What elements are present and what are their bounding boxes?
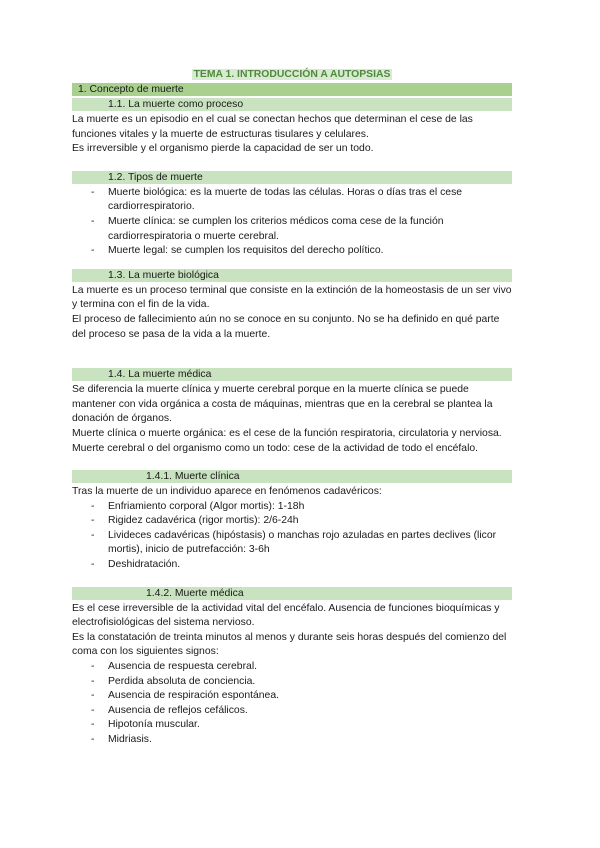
subsubsection-heading-text: 1.4.2. Muerte médica bbox=[146, 587, 244, 599]
section-heading-text: 1. Concepto de muerte bbox=[78, 84, 184, 95]
subsection-heading-text: 1.2. Tipos de muerte bbox=[108, 171, 203, 183]
list-item: - Muerte biológica: es la muerte de todas las células. Horas o días tras el cese cardiorrespiratorio. bbox=[72, 186, 512, 215]
list-item: - Ausencia de respuesta cerebral. bbox=[72, 660, 512, 675]
paragraph: Muerte cerebral o del organismo como un todo: cese de la actividad de todo el encéfalo. bbox=[72, 442, 479, 454]
list-item: - Livideces cadavéricas (hipóstasis) o manchas rojo azuladas en partes declives (licor mortis), inicio de putrefacción: 3-6h bbox=[72, 529, 512, 558]
bullet-list bbox=[72, 186, 512, 259]
list-item: - Enfriamiento corporal (Algor mortis): 1-18h bbox=[72, 500, 512, 515]
document-page bbox=[72, 68, 512, 748]
list-item: - Ausencia de respiración espontánea. bbox=[72, 689, 512, 704]
paragraph: Se diferencia la muerte clínica y muerte cerebral porque en la muerte clínica se puede mantener con vida orgánica a costa de máquinas, mientras que en la cerebral se plantea la donación de órganos. bbox=[72, 384, 493, 425]
paragraph: Muerte clínica o muerte orgánica: es el cese de la función respiratoria, circulatoria y nerviosa. bbox=[72, 427, 502, 439]
subsection-heading-proceso bbox=[72, 98, 512, 111]
subsection-heading-text: 1.1. La muerte como proceso bbox=[108, 99, 244, 110]
paragraph: Es el cese irreversible de la actividad vital del encéfalo. Ausencia de funciones bioquímicas y electrofisiológicas del sistema nervioso. bbox=[72, 602, 500, 629]
subsection-heading-text: 1.4. La muerte médica bbox=[108, 369, 212, 381]
paragraph: La muerte es un episodio en el cual se conectan hechos que determinan el cese de las funciones vitales y la muerte de estructuras tisulares y celulares. bbox=[72, 114, 473, 140]
subsubsection-heading-clinica bbox=[72, 470, 512, 483]
subsubsection-heading-text: 1.4.1. Muerte clínica bbox=[146, 471, 240, 483]
paragraph: La muerte es un proceso terminal que consiste en la extinción de la homeostasis de un ser vivo y termina con el fin de la vida. bbox=[72, 284, 512, 311]
list-item: - Ausencia de reflejos cefálicos. bbox=[72, 704, 512, 719]
subsection-heading-tipos bbox=[72, 171, 512, 184]
subsection-heading-biologica bbox=[72, 269, 512, 282]
list-item: - Midriasis. bbox=[72, 733, 512, 748]
subsection-heading-medica bbox=[72, 368, 512, 381]
paragraph: El proceso de fallecimiento aún no se conoce en su conjunto. No se ha definido en qué parte del proceso se pasa de la vida a la muerte. bbox=[72, 313, 500, 340]
paragraph: Es la constatación de treinta minutos al menos y durante seis horas después del comienzo del coma con los siguientes signos: bbox=[72, 631, 507, 658]
list-item: - Rigidez cadavérica (rigor mortis): 2/6-24h bbox=[72, 514, 512, 529]
subsubsection-heading-medica bbox=[72, 587, 512, 600]
list-item: - Hipotonía muscular. bbox=[72, 718, 512, 733]
bullet-list bbox=[72, 660, 512, 748]
document-title bbox=[72, 68, 512, 83]
paragraph: Es irreversible y el organismo pierde la capacidad de ser un todo. bbox=[72, 143, 374, 155]
list-item: - Deshidratación. bbox=[72, 558, 512, 573]
section-heading-concepto bbox=[72, 83, 512, 96]
bullet-list bbox=[72, 500, 512, 573]
subsection-heading-text: 1.3. La muerte biológica bbox=[108, 269, 219, 281]
list-item: - Muerte legal: se cumplen los requisitos del derecho político. bbox=[72, 244, 512, 259]
list-item: - Muerte clínica: se cumplen los criterios médicos coma cese de la función cardiorrespiratoria o muerte cerebral. bbox=[72, 215, 512, 244]
list-item: - Perdida absoluta de conciencia. bbox=[72, 675, 512, 690]
paragraph: Tras la muerte de un individuo aparece en fenómenos cadavéricos: bbox=[72, 486, 382, 498]
document-title-text: TEMA 1. INTRODUCCIÓN A AUTOPSIAS bbox=[193, 69, 391, 80]
